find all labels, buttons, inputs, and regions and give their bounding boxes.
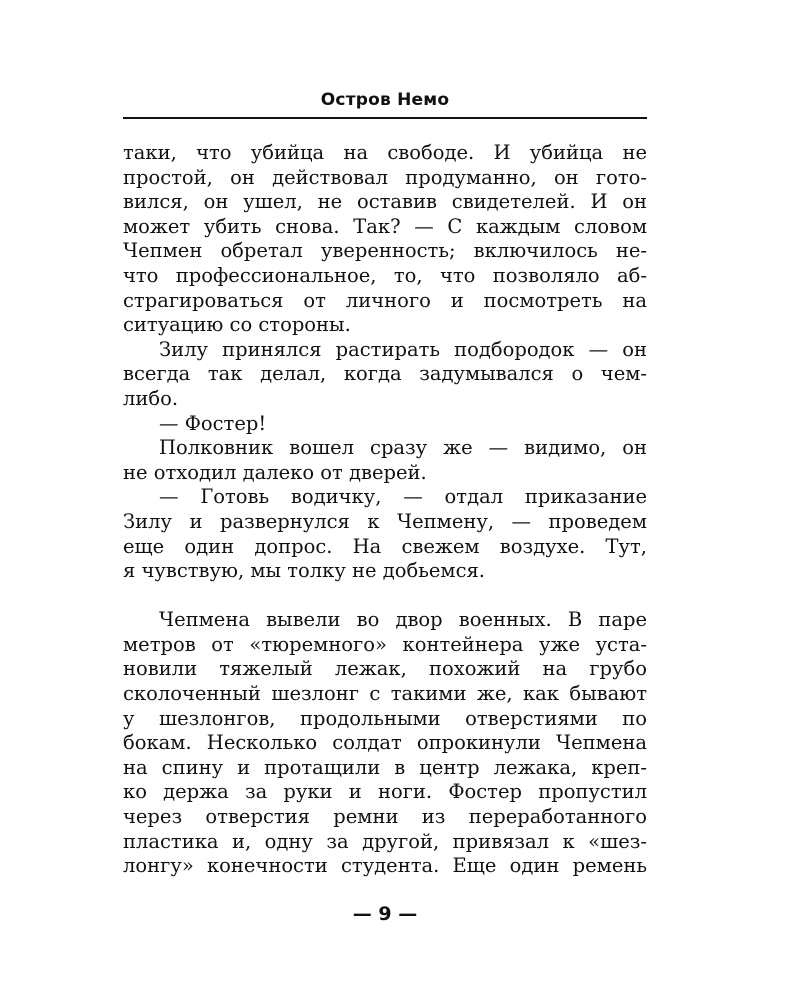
text-line: — Готовь водичку, — отдал приказание [159, 485, 647, 509]
text-line: я чувствую, мы толку не добьемся. [123, 559, 486, 583]
text-line: Чепмен обретал уверенность; включилось не- [123, 239, 647, 263]
text-line: либо. [123, 386, 179, 410]
text-line: лонгу» конечности студента. Еще один ремень [123, 854, 647, 878]
running-head-title: Остров Немо [320, 90, 450, 110]
body-text [123, 141, 647, 879]
text-line: на спину и протащили в центр лежака, креп- [123, 755, 647, 779]
text-line: новили тяжелый лежак, похожий на грубо [123, 657, 647, 681]
text-line: что профессиональное, то, что позволяло аб- [123, 263, 647, 287]
text-line: простой, он действовал продуманно, он гото- [123, 165, 647, 189]
text-line: через отверстия ремни из переработанного [123, 805, 647, 829]
text-line: может убить снова. Так? — С каждым словом [123, 214, 647, 238]
page-number: — 9 — [352, 903, 418, 925]
text-line: Чепмена вывели во двор военных. В паре [159, 608, 647, 632]
text-line: вился, он ушел, не оставив свидетелей. И он [123, 190, 647, 214]
text-line: сколоченный шезлонг с такими же, как бывают [123, 682, 647, 706]
text-line: еще один допрос. На свежем воздухе. Тут, [123, 534, 647, 558]
text-line: Зилу и развернулся к Чепмену, — проведем [123, 509, 647, 533]
text-line: бокам. Несколько солдат опрокинули Чепмена [123, 731, 647, 755]
text-line: метров от «тюремного» контейнера уже уста- [123, 632, 647, 656]
text-line: — Фостер! [159, 411, 267, 435]
text-line: пластика и, одну за другой, привязал к «шез- [123, 829, 647, 853]
text-line: у шезлонгов, продольными отверстиями по [123, 706, 647, 730]
text-line: таки, что убийца на свободе. И убийца не [123, 141, 647, 164]
text-line: Полковник вошел сразу же — видимо, он [159, 436, 647, 460]
text-line: не отходил далеко от дверей. [123, 460, 427, 484]
section-break [123, 584, 647, 609]
text-line: страгироваться от личного и посмотреть на [123, 288, 647, 312]
text-line: Зилу принялся растирать подбородок — он [159, 337, 647, 361]
text-line: ко держа за руки и ноги. Фостер пропустил [123, 780, 647, 804]
text-line: ситуацию со стороны. [123, 313, 351, 337]
text-line: всегда так делал, когда задумывался о чем- [123, 362, 647, 386]
header-rule [123, 117, 647, 119]
